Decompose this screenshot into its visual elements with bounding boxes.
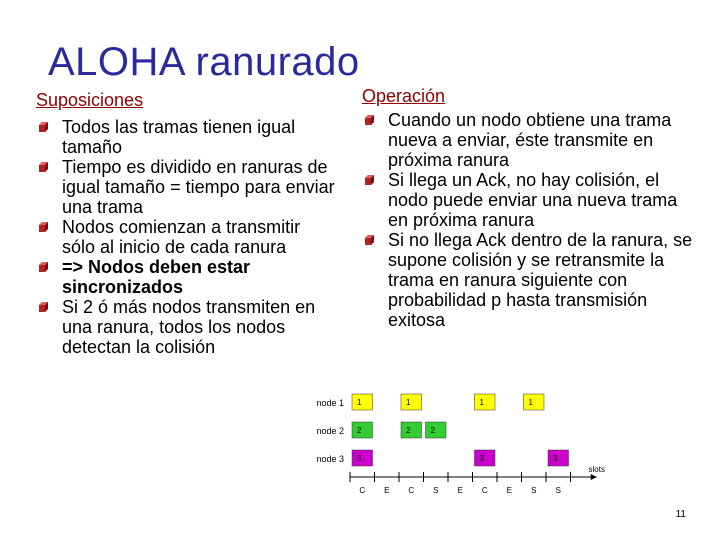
- bullet-item: [36, 217, 336, 257]
- frame-label: 3: [357, 454, 362, 463]
- frame-box: [475, 450, 496, 466]
- frame-box: [401, 394, 422, 410]
- bullet-item: [36, 117, 336, 157]
- frame-box: [524, 394, 545, 410]
- frame-label: 3: [479, 454, 484, 463]
- bullet-item: [362, 230, 702, 330]
- frame-label: 1: [406, 398, 411, 407]
- frame-label: 1: [528, 398, 533, 407]
- bullet-icon: [38, 262, 49, 273]
- bullet-text: Si no llega Ack dentro de la ranura, se supone colisión y se retransmite la trama en ranura siguiente con probabilidad p hasta transmisión exitosa: [388, 230, 693, 330]
- bullet-text: => Nodos deben estar sincronizados: [62, 257, 251, 297]
- bullet-text: Cuando un nodo obtiene una trama nueva a enviar, éste transmite en próxima ranura: [388, 110, 672, 170]
- bullet-icon: [364, 175, 375, 186]
- bullet-text: Si llega un Ack, no hay colisión, el nodo puede enviar una nueva trama en próxima ranura: [388, 170, 678, 230]
- frame-box: [475, 394, 496, 410]
- axis-arrow-icon: [591, 474, 597, 480]
- frame-box: [352, 422, 373, 438]
- bullet-icon: [38, 162, 49, 173]
- bullet-icon: [38, 302, 49, 313]
- page-number: 11: [675, 509, 686, 520]
- node-label: node 3: [316, 454, 344, 464]
- slots-axis-label: slots: [588, 465, 605, 474]
- bullet-item: [36, 297, 336, 357]
- frame-box: [352, 394, 373, 410]
- slot-letter: E: [384, 486, 390, 495]
- slot-letter: C: [408, 486, 415, 495]
- bullet-icon: [38, 222, 49, 233]
- slot-letter: C: [481, 486, 488, 495]
- left-bullet-list: [36, 117, 336, 357]
- frame-label: 2: [357, 426, 362, 435]
- bullet-item: [362, 110, 702, 170]
- frame-label: 1: [357, 398, 362, 407]
- bullet-text: Si 2 ó más nodos transmiten en una ranura, todos los nodos detectan la colisión: [62, 297, 316, 357]
- bullet-icon: [38, 122, 49, 133]
- bullet-item: [36, 157, 336, 217]
- bullet-text: Tiempo es dividido en ranuras de igual tamaño = tiempo para enviar una trama: [62, 157, 335, 217]
- frame-box: [426, 422, 447, 438]
- slot-letter: E: [506, 486, 512, 495]
- node-label: node 2: [316, 426, 344, 436]
- node-label: node 1: [316, 398, 344, 408]
- right-heading: Operación: [362, 86, 446, 106]
- slot-letter: S: [433, 486, 439, 495]
- frame-box: [352, 450, 373, 466]
- bullet-item: [362, 170, 702, 230]
- slide-title: ALOHA ranurado: [48, 40, 360, 84]
- bullet-text: Nodos comienzan a transmitir sólo al inicio de cada ranura: [62, 217, 301, 257]
- bullet-icon: [364, 115, 375, 126]
- left-heading: Suposiciones: [36, 90, 144, 110]
- frame-box: [548, 450, 569, 466]
- frame-label: 2: [406, 426, 411, 435]
- bullet-item: [36, 257, 336, 297]
- right-bullet-list: [362, 110, 702, 330]
- slotted-aloha-diagram: [300, 385, 640, 505]
- slot-letter: E: [457, 486, 463, 495]
- frame-label: 3: [553, 454, 558, 463]
- slot-letter: S: [531, 486, 537, 495]
- bullet-text: Todos las tramas tienen igual tamaño: [62, 117, 296, 157]
- slot-letter: S: [555, 486, 561, 495]
- frame-label: 1: [479, 398, 484, 407]
- frame-box: [401, 422, 422, 438]
- slot-letter: C: [359, 486, 366, 495]
- bullet-icon: [364, 235, 375, 246]
- frame-label: 2: [430, 426, 435, 435]
